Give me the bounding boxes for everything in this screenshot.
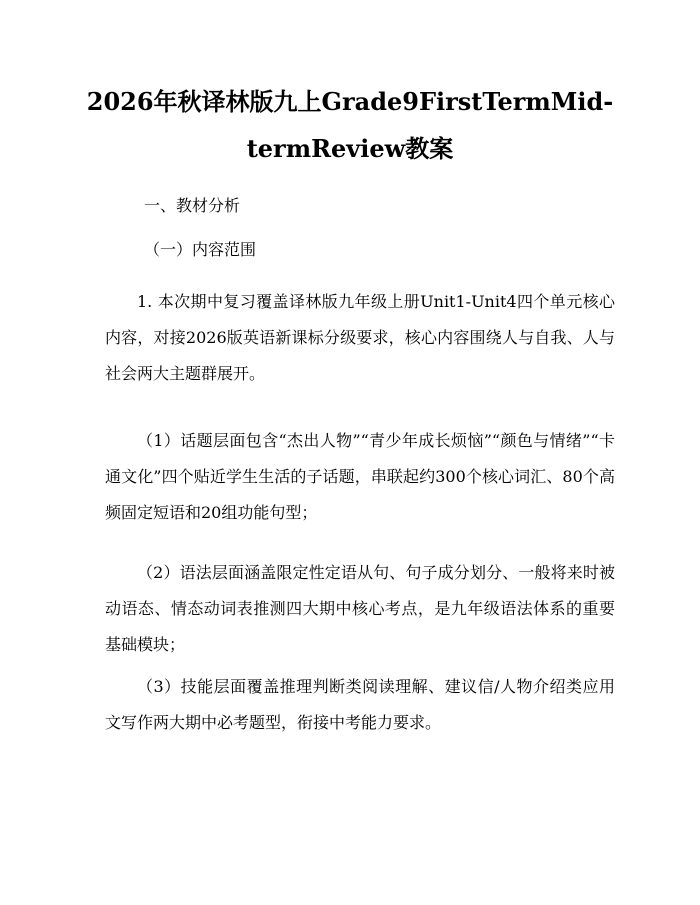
section-heading: 一、教材分析 xyxy=(144,196,241,215)
paragraph-grammar: （2）语法层面涵盖限定性定语从句、句子成分划分、一般将来时被动语态、情态动词表推测四大期中核心考点，是九年级语法体系的重要基础模块； xyxy=(105,563,615,654)
paragraph-skills: （3）技能层面覆盖推理判断类阅读理解、建议信/人物介绍类应用文写作两大期中必考题型，衔接中考能力要求。 xyxy=(105,677,615,732)
document-title-line-1: 2026年秋译林版九上Grade9FirstTermMid- xyxy=(86,87,614,116)
paragraph-scope: 1. 本次期中复习覆盖译林版九年级上册Unit1-Unit4四个单元核心内容，对接2026版英语新课标分级要求，核心内容围绕人与自我、人与社会两大主题群展开。 xyxy=(105,292,615,383)
paragraph-topics: （1）话题层面包含“杰出人物”“青少年成长烦恼”“颜色与情绪”“卡通文化”四个贴近学生生活的子话题，串联起约300个核心词汇、80个高频固定短语和20组功能句型； xyxy=(105,431,615,522)
document-title-line-2: termReview教案 xyxy=(246,134,454,163)
subsection-heading: （一）内容范围 xyxy=(144,240,257,259)
